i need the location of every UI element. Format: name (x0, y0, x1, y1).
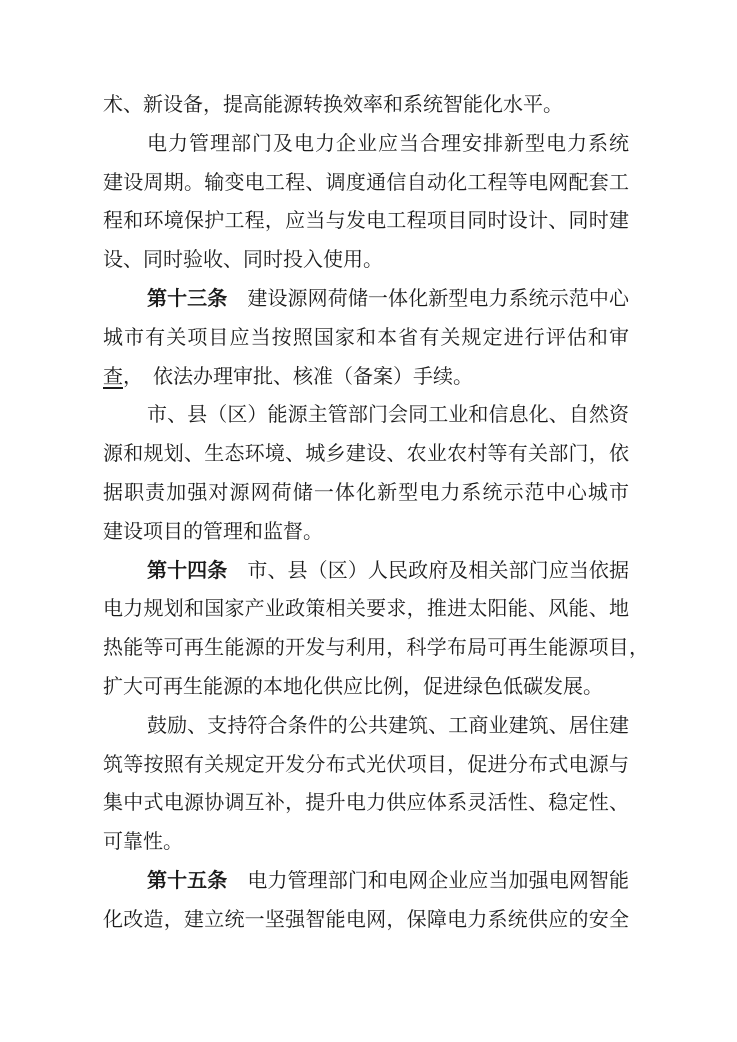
text-line (103, 668, 629, 707)
line-text: 源和规划、生态环境、城乡建设、农业农村等有关部门，依 (103, 443, 629, 466)
line-text: 市、县（区）人民政府及相关部门应当依据 (247, 559, 630, 582)
line-text: 设、同时验收、同时投入使用。 (103, 249, 383, 272)
article-number: 第十五条 (147, 869, 228, 892)
text-line (103, 901, 629, 940)
line-text: ， 依法办理审批、核准（备案）手续。 (123, 365, 473, 388)
line-text: 城市有关项目应当按照国家和本省有关规定进行评估和审 (103, 326, 629, 349)
line-text: 市、县（区）能源主管部门会同工业和信息化、自然资 (147, 404, 629, 427)
text-line (103, 435, 629, 474)
line-text: 热能等可再生能源的开发与利用，科学布局可再生能源项目 (103, 637, 629, 660)
text-line: 热能等可再生能源的开发与利用，科学布局可再生能源项目， (103, 637, 649, 660)
text-line (103, 241, 629, 280)
text-line (103, 784, 629, 823)
line-text: 程和环境保护工程，应当与发电工程项目同时设计、同时建 (103, 210, 629, 233)
text-line (103, 474, 629, 513)
line-text: 建设项目的管理和监督。 (103, 520, 323, 543)
text-line (103, 358, 629, 397)
text-line (103, 280, 629, 319)
text-line (103, 862, 629, 901)
text-line (103, 552, 629, 591)
line-text: 据职责加强对源网荷储一体化新型电力系统示范中心城市 (103, 481, 629, 504)
line-text: 电力规划和国家产业政策相关要求，推进太阳能、风能、地 (103, 598, 629, 621)
line-text: 集中式电源协调互补，提升电力供应体系灵活性、稳定性、 (103, 792, 629, 815)
text-line (103, 164, 629, 203)
line-text: 筑等按照有关规定开发分布式光伏项目，促进分布式电源与 (103, 753, 629, 776)
line-text: 化改造，建立统一坚强智能电网，保障电力系统供应的安全 (103, 908, 629, 931)
article-number: 第十四条 (147, 559, 228, 582)
text-line (103, 823, 629, 862)
text-line (103, 396, 629, 435)
article-number: 第十三条 (147, 287, 228, 310)
line-text: 电力管理部门及电力企业应当合理安排新型电力系统 (147, 132, 629, 155)
line-text: 扩大可再生能源的本地化供应比例，促进绿色低碳发展。 (103, 675, 603, 698)
text-line (103, 202, 629, 241)
text-line (103, 707, 629, 746)
line-text: 鼓励、支持符合条件的公共建筑、工商业建筑、居住建 (147, 714, 629, 737)
text-line (103, 125, 629, 164)
text-line (103, 513, 629, 552)
text-line (103, 319, 629, 358)
line-text: 电力管理部门和电网企业应当加强电网智能 (247, 869, 630, 892)
text-line (103, 746, 629, 785)
line-text: 可靠性。 (103, 831, 183, 854)
underlined-char: 查 (103, 365, 123, 388)
line-text: 建设周期。输变电工程、调度通信自动化工程等电网配套工 (103, 171, 629, 194)
text-line (103, 86, 629, 125)
document-body (103, 0, 649, 940)
text-line (103, 590, 629, 629)
line-text: 建设源网荷储一体化新型电力系统示范中心 (247, 287, 630, 310)
line-text: 术、新设备，提高能源转换效率和系统智能化水平。 (103, 94, 563, 116)
